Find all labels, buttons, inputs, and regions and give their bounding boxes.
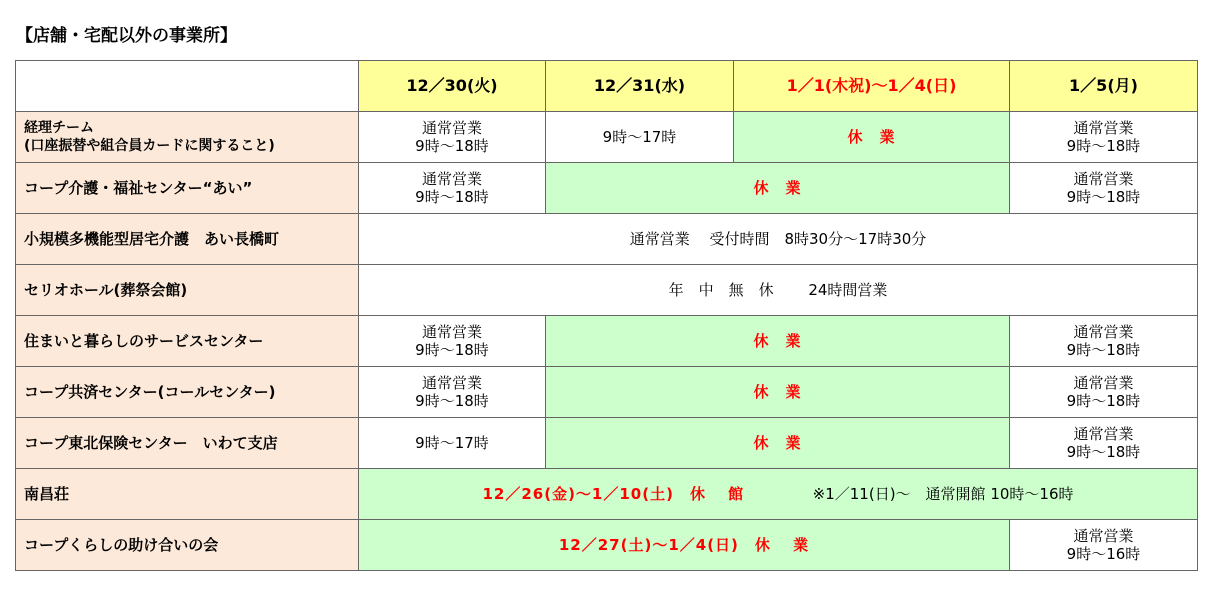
- cell-line: 通常営業: [421, 323, 482, 341]
- cell-closed: 休 業: [734, 112, 1010, 163]
- table-row: [16, 367, 1198, 418]
- cell-line: 通常営業: [1073, 323, 1134, 341]
- cell-line: 通常営業: [421, 374, 482, 392]
- header-jan5: 1／5(月): [1010, 61, 1198, 112]
- header-jan1-4: 1／1(木祝)～1／4(日): [734, 61, 1010, 112]
- page-title: 【店舗・宅配以外の事業所】: [16, 26, 237, 46]
- row-name-nanshoso: 南昌荘: [16, 469, 359, 520]
- cell-closed: 12／27(土)～1／4(日) 休 業: [359, 520, 1010, 571]
- header-row: [16, 61, 1198, 112]
- row-name-small-care: 小規模多機能型居宅介護 あい長橋町: [16, 214, 359, 265]
- cell-dec30: [359, 367, 546, 418]
- cell-line: 通常営業: [1073, 170, 1134, 188]
- table-row: [16, 163, 1198, 214]
- cell-line: 9時～18時: [415, 137, 489, 155]
- cell-dec30: [359, 316, 546, 367]
- cell-dec30: [359, 163, 546, 214]
- cell-closed-notice: [359, 469, 1198, 520]
- cell-line: 通常営業: [1073, 425, 1134, 443]
- table-row: [16, 520, 1198, 571]
- row-name-living-service: 住まいと暮らしのサービスセンター: [16, 316, 359, 367]
- cell-jan5: [1010, 367, 1198, 418]
- row-name-insurance: コープ東北保険センター いわて支店: [16, 418, 359, 469]
- cell-line: 9時～18時: [1066, 188, 1141, 206]
- row-name-line1: 経理チーム: [24, 120, 94, 136]
- cell-line: 9時～18時: [1066, 443, 1141, 461]
- header-corner: [16, 61, 359, 112]
- table-row: [16, 265, 1198, 316]
- cell-line: 9時～18時: [1066, 341, 1141, 359]
- cell-dec30: 9時～17時: [359, 418, 546, 469]
- cell-closed: 休 業: [546, 367, 1010, 418]
- closed-period: 12／26(金)～1／10(土) 休 館: [482, 485, 745, 503]
- cell-jan5: [1010, 316, 1198, 367]
- cell-line: 通常営業: [421, 170, 482, 188]
- table-row: [16, 112, 1198, 163]
- cell-line: 通常営業: [421, 119, 482, 137]
- row-name-line2: (口座振替や組合員カードに関すること): [24, 138, 275, 154]
- table-row: [16, 469, 1198, 520]
- cell-dec31: 9時～17時: [546, 112, 734, 163]
- cell-jan5: [1010, 520, 1198, 571]
- row-name-mutual-aid: コープ共済センター(コールセンター): [16, 367, 359, 418]
- cell-line: 通常営業: [1073, 527, 1134, 545]
- cell-line: 9時～18時: [1066, 137, 1141, 155]
- header-dec30: 12／30(火): [359, 61, 546, 112]
- cell-dec30: [359, 112, 546, 163]
- cell-line: 9時～18時: [415, 392, 489, 410]
- cell-jan5: [1010, 163, 1198, 214]
- cell-open-all: 年 中 無 休 24時間営業: [359, 265, 1198, 316]
- table-row: [16, 316, 1198, 367]
- cell-line: 9時～18時: [415, 188, 489, 206]
- header-dec31: 12／31(水): [546, 61, 734, 112]
- row-name-mutual-help: コープくらしの助け合いの会: [16, 520, 359, 571]
- cell-line: 9時～18時: [1066, 392, 1141, 410]
- cell-closed: 休 業: [546, 418, 1010, 469]
- cell-line: 9時～18時: [415, 341, 489, 359]
- cell-jan5: [1010, 418, 1198, 469]
- table-row: [16, 214, 1198, 265]
- cell-open-all: 通常営業 受付時間 8時30分～17時30分: [359, 214, 1198, 265]
- cell-line: 通常営業: [1073, 374, 1134, 392]
- cell-line: 9時～16時: [1066, 545, 1141, 563]
- cell-jan5: [1010, 112, 1198, 163]
- row-name-accounting: [16, 112, 359, 163]
- row-name-serio-hall: セリオホール(葬祭会館): [16, 265, 359, 316]
- cell-closed: 休 業: [546, 163, 1010, 214]
- table-row: [16, 418, 1198, 469]
- row-name-care-center: コープ介護・福祉センター“あい”: [16, 163, 359, 214]
- schedule-table: [15, 60, 1198, 571]
- cell-closed: 休 業: [546, 316, 1010, 367]
- cell-line: 通常営業: [1073, 119, 1134, 137]
- reopen-note: ※1／11(日)～ 通常開館 10時～16時: [812, 485, 1074, 503]
